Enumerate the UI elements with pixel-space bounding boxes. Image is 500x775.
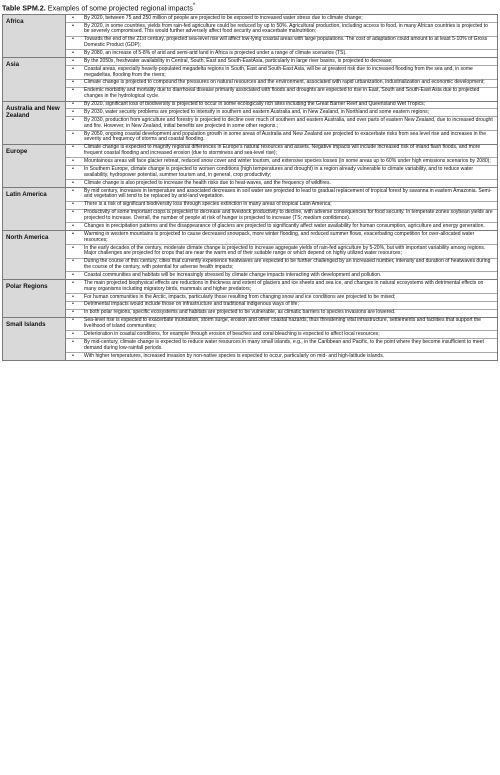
region-row (3, 144, 498, 187)
bullet-icon: • (72, 101, 74, 108)
impact-item (66, 58, 497, 65)
bullet-icon: • (72, 201, 74, 208)
bullet-icon: • (72, 130, 74, 137)
region-name: North America (3, 231, 66, 280)
region-name: Australia and New Zealand (3, 101, 66, 144)
impact-text: By mid-century, climate change is expected to reduce water resources in many small islands, e.g., in the Caribbean and Pacific, to the point where they become insufficient to meet demand during low-rainfall periods. (84, 338, 484, 351)
region-row (3, 317, 498, 360)
impact-item (66, 157, 497, 165)
region-row (3, 15, 498, 58)
impact-text: During the course of this century, cities that currently experience heatwaves are expected to be further challenged by an increased number, intensity and duration of heatwaves during the course of the century, with potential for adverse health impacts; (84, 258, 491, 270)
impact-item (66, 330, 497, 338)
region-impacts (66, 58, 498, 101)
impact-item (66, 280, 497, 293)
bullet-icon: • (72, 279, 74, 286)
impact-text: Coastal areas, especially heavily-populated megadelta regions in South, East and South-East Asia, will be at greatest risk due to increased flooding from the sea and, in some megadeltas, flooding from the rivers; (84, 65, 473, 78)
impact-text: Changes in precipitation patterns and the disappearance of glaciers are projected to significantly affect water availability for human consumption, agriculture and energy generation. (84, 222, 485, 229)
impact-text: Endemic morbidity and mortality due to diarrhoeal disease primarily associated with floods and droughts are expected to rise in East, South and South-East Asia due to projected changes in the hydrological cycle. (84, 87, 480, 100)
impact-item (66, 318, 497, 331)
region-impacts (66, 101, 498, 144)
impact-text: By 2050, ongoing coastal development and population growth in some areas of Australia and New Zealand are projected to exacerbate risks from sea level rise and increases in the severity and frequency of storms and coastal flooding. (84, 130, 487, 143)
impact-item (66, 130, 497, 144)
region-name: Europe (3, 144, 66, 187)
impact-item (66, 293, 497, 301)
impact-item (66, 222, 497, 230)
impact-text: The main projected biophysical effects are reductions in thickness and extent of glaciers and ice sheets and sea ice, and changes in natural ecosystems with detrimental effects on many organisms including migratory birds, mammals and higher predators; (84, 279, 484, 292)
impact-text: Climate change is expected to magnify regional differences in Europe's natural resources and assets. Negative impacts will include increased risk of inland flash floods, and more frequent coastal flooding and increased erosion (due to storminess and sea-level rise); (84, 144, 481, 157)
impact-item (66, 65, 497, 79)
impact-text: Deterioration in coastal conditions, for example through erosion of beaches and coral bleaching is expected to affect local resources; (84, 331, 380, 338)
bullet-icon: • (72, 116, 74, 123)
impact-text: In both polar regions, specific ecosystems and habitats are projected to be vulnerable, as climatic barriers to species invasions are lowered. (84, 309, 396, 316)
bullet-icon: • (72, 317, 74, 324)
impact-item (66, 15, 497, 22)
impact-text: By 2020, significant loss of biodiversity is projected to occur in some ecologically rich sites including the Great Barrier Reef and Queensland Wet Tropics; (84, 101, 426, 108)
bullet-icon: • (72, 57, 74, 64)
impact-item (66, 309, 497, 317)
bullet-icon: • (72, 165, 74, 172)
region-impacts (66, 317, 498, 360)
impact-item (66, 301, 497, 309)
impact-item (66, 209, 497, 223)
footnote-mark: * (192, 3, 196, 9)
impact-item (66, 244, 497, 258)
bullet-icon: • (72, 179, 74, 186)
region-impacts (66, 144, 498, 187)
region-name: Polar Regions (3, 280, 66, 318)
impact-text: For human communities in the Arctic, impacts, particularly those resulting from changing snow and ice conditions are projected to be mixed; (84, 293, 396, 300)
bullet-icon: • (72, 338, 74, 345)
impact-item (66, 36, 497, 50)
bullet-icon: • (72, 301, 74, 308)
impact-text: With higher temperatures, increased invasion by non-native species is expected to occur, particularly on mid- and high-latitude islands. (84, 352, 385, 359)
region-name: Latin America (3, 188, 66, 231)
impact-item (66, 102, 497, 109)
impact-text: By the 2050s, freshwater availability in Central, South, East and South-EastAsia, particularly in large river basins, is projected to decrease; (84, 57, 393, 64)
region-row (3, 188, 498, 231)
impact-text: In Southern Europe, climate change is projected to worsen conditions (high temperatures and drought) in a region already vulnerable to climate variability, and to reduce water availability, hydropower potential, summer tourism and, in general, crop productivity; (84, 165, 474, 178)
impact-text: In the early decades of the century, moderate climate change is projected to increase aggregate yields of rain-fed agriculture by 5-20%, but with important variability among regions. Major challenges are projected for crops that are near the warm end of their suitable range or which depend on highly utilized water resources; (84, 244, 486, 257)
bullet-icon: • (72, 36, 74, 43)
bullet-icon: • (72, 87, 74, 94)
bullet-icon: • (72, 293, 74, 300)
impact-item (66, 231, 497, 244)
impact-item (66, 49, 497, 57)
impact-text: Productivity of some important crops is projected to decrease and livestock productivity to decline, with adverse consequences for food security. In temperate zones soybean yields are projected to increase. Overall, the number of people at risk of hunger is projected to increase (TS; medium confidence). (84, 209, 493, 221)
table-caption (2, 2, 498, 12)
bullet-icon: • (72, 158, 74, 165)
impact-item (66, 352, 497, 360)
impact-item (66, 165, 497, 179)
bullet-icon: • (72, 352, 74, 359)
region-name: Asia (3, 58, 66, 101)
impact-item (66, 258, 497, 272)
bullet-icon: • (72, 22, 74, 29)
impact-item (66, 188, 497, 201)
region-name: Africa (3, 15, 66, 58)
region-impacts (66, 231, 498, 280)
impact-text: By 2020, in some countries, yields from rain-fed agriculture could be reduced by up to 50%. Agricultural production, including access to food, in many African countries is projected to be severely compromised. This would further adversely affect food security and exacerbate malnutrition; (84, 22, 488, 35)
region-row (3, 58, 498, 101)
impact-text: Mountainous areas will face glacier retreat, reduced snow cover and winter tourism, and extensive species losses (in some areas up to 60% under high emissions scenarios by 2080); (84, 158, 491, 165)
region-impacts (66, 280, 498, 318)
bullet-icon: • (72, 309, 74, 316)
impact-text: By 2030, production from agriculture and forestry is projected to decline over much of southern and eastern Australia, and over parts of eastern New Zealand, due to increased drought and fire. However, in New Zealand, initial benefits are projected in some other regions.; (84, 116, 493, 129)
impact-text: By 2030, water security problems are projected to intensify in southern and eastern Australia and, in New Zealand, in Northland and some eastern regions; (84, 109, 430, 116)
impact-text: Coastal communities and habitats will be increasingly stressed by climate change impacts interacting with development and pollution. (84, 271, 382, 278)
impact-text: Sea-level rise is expected to exacerbate inundation, storm surge, erosion and other coastal hazards, thus threatening vital infrastructure, settlements and facilities that support the livelihood of island communities; (84, 317, 481, 330)
impact-text: By 2020, between 75 and 250 million of people are projected to be exposed to increased water stress due to climate change; (84, 14, 363, 21)
impact-text: Climate change is projected to compound the pressures on natural resources and the environment, associated with rapid urbanization, industrialization and economic development; (84, 79, 485, 86)
impact-text: Climate change is also projected to increase the health risks due to heat-waves, and the frequency of wildfires. (84, 179, 331, 186)
impact-item (66, 108, 497, 116)
impact-item (66, 201, 497, 209)
impact-item (66, 179, 497, 187)
bullet-icon: • (72, 109, 74, 116)
impact-item (66, 145, 497, 158)
table-number: Table SPM.2. (2, 3, 46, 13)
impact-item (66, 87, 497, 101)
impact-item (66, 116, 497, 130)
bullet-icon: • (72, 258, 74, 265)
region-row (3, 101, 498, 144)
table-title: Examples of some projected regional impacts (45, 3, 193, 13)
impact-item (66, 79, 497, 87)
bullet-icon: • (72, 79, 74, 86)
bullet-icon: • (72, 14, 74, 21)
region-name: Small Islands (3, 317, 66, 360)
region-row (3, 280, 498, 318)
bullet-icon: • (72, 244, 74, 251)
impact-text: Detrimental impacts would include those on infrastructure and traditional indigenous ways of life; (84, 301, 299, 308)
bullet-icon: • (72, 65, 74, 72)
impact-text: Towards the end of the 21st century, projected sea-level rise will affect low-lying coastal areas with large populations. The cost of adaptation could amount to at least 5-10% of Gross Domestic Product (GDP); (84, 36, 488, 48)
region-impacts (66, 15, 498, 58)
bullet-icon: • (72, 187, 74, 194)
bullet-icon: • (72, 144, 74, 151)
impact-text: There is a risk of significant biodiversity loss through species extinction in many areas of tropical Latin America; (84, 201, 332, 208)
bullet-icon: • (72, 331, 74, 338)
bullet-icon: • (72, 209, 74, 216)
impact-text: By mid century, increases in temperature and associated decreases in soil water are projected to lead to gradual replacement of tropical forest by savanna in eastern Amazonia. Semi-arid vegetation will tend to be replaced by arid-land vegetation. (84, 187, 492, 200)
bullet-icon: • (72, 230, 74, 237)
bullet-icon: • (72, 49, 74, 56)
impact-item (66, 22, 497, 36)
regional-impacts-table (2, 14, 498, 361)
impact-text: By 2080, an increase of 5-8% of arid and semi-arid land in Africa is projected under a range of climate scenarios (TS). (84, 49, 347, 56)
bullet-icon: • (72, 271, 74, 278)
impact-text: Warming in western mountains is projected to cause decreased snowpack, more winter flooding, and reduced summer flows, exacerbating competition for over-allocated water resources; (84, 230, 475, 243)
region-row (3, 231, 498, 280)
impact-item (66, 338, 497, 352)
bullet-icon: • (72, 222, 74, 229)
region-impacts (66, 188, 498, 231)
impact-item (66, 271, 497, 279)
